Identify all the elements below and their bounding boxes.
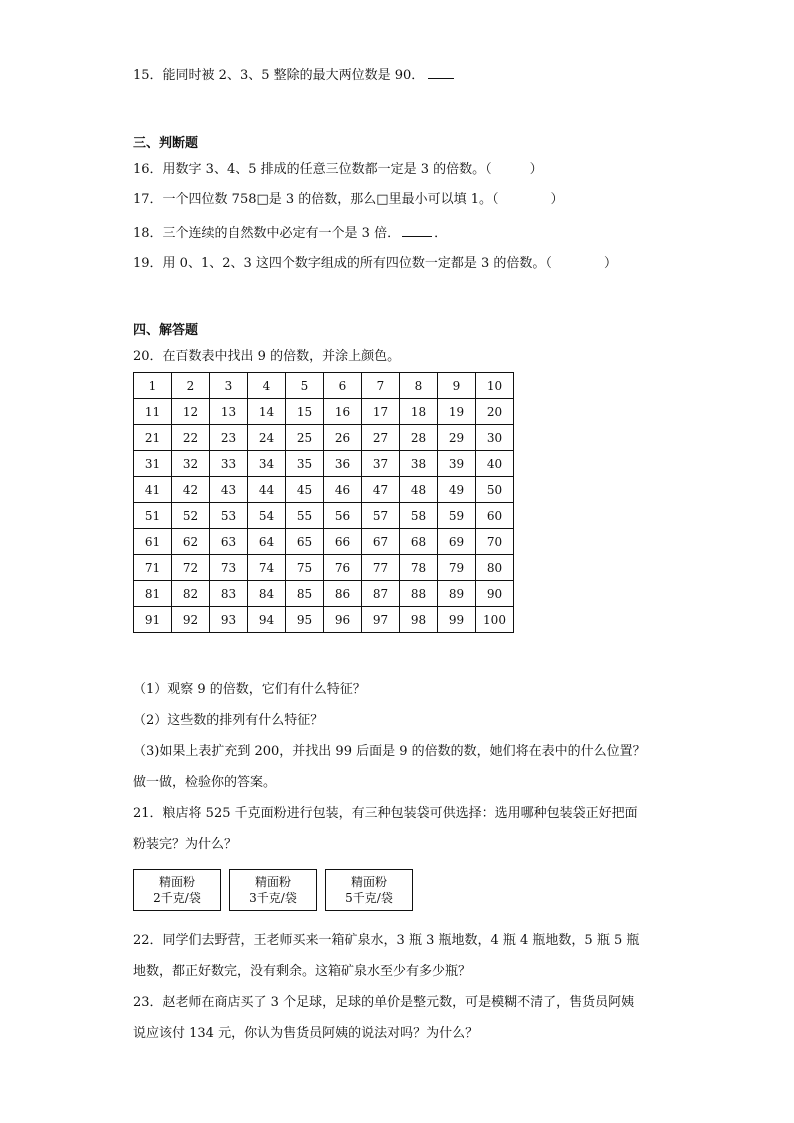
hundred-chart-cell[interactable]: 39 — [438, 451, 476, 477]
hundred-chart-cell[interactable]: 33 — [210, 451, 248, 477]
hundred-chart-cell[interactable]: 35 — [286, 451, 324, 477]
hundred-chart-cell[interactable]: 82 — [172, 581, 210, 607]
hundred-chart-row — [134, 425, 514, 451]
hundred-chart-cell[interactable]: 48 — [400, 477, 438, 503]
hundred-chart-cell[interactable]: 50 — [476, 477, 514, 503]
question-21: 21．粮店将 525 千克面粉进行包装，有三种包装袋可供选择：选用哪种包装袋正好把面 — [133, 806, 638, 821]
hundred-chart-cell[interactable]: 94 — [248, 607, 286, 633]
question-20-sub-3-cont: 做一做，检验你的答案。 — [133, 775, 277, 790]
hundred-chart-cell[interactable]: 6 — [324, 373, 362, 399]
hundred-chart-cell[interactable]: 7 — [362, 373, 400, 399]
hundred-chart-cell[interactable]: 55 — [286, 503, 324, 529]
hundred-chart-cell[interactable]: 91 — [134, 607, 172, 633]
hundred-chart-cell[interactable]: 3 — [210, 373, 248, 399]
hundred-chart-cell[interactable]: 47 — [362, 477, 400, 503]
hundred-chart-cell[interactable]: 88 — [400, 581, 438, 607]
hundred-chart-cell[interactable]: 11 — [134, 399, 172, 425]
hundred-chart-cell[interactable]: 73 — [210, 555, 248, 581]
hundred-chart-cell[interactable]: 78 — [400, 555, 438, 581]
hundred-chart-cell[interactable]: 77 — [362, 555, 400, 581]
hundred-chart-cell[interactable]: 100 — [476, 607, 514, 633]
question-20-sub-2: （2）这些数的排列有什么特征？ — [133, 713, 324, 728]
hundred-chart-cell[interactable]: 58 — [400, 503, 438, 529]
hundred-chart-cell[interactable]: 41 — [134, 477, 172, 503]
hundred-chart-cell[interactable]: 62 — [172, 529, 210, 555]
hundred-chart-cell[interactable]: 18 — [400, 399, 438, 425]
question-17: 17．一个四位数 758□是 3 的倍数，那么□里最小可以填 1。（ ） — [133, 192, 564, 207]
hundred-chart-cell[interactable]: 24 — [248, 425, 286, 451]
bag-option-2kg: 精面粉 2千克/袋 — [133, 869, 221, 911]
question-22-cont: 地数，都正好数完，没有剩余。这箱矿泉水至少有多少瓶？ — [133, 964, 472, 979]
question-19: 19．用 0、1、2、3 这四个数字组成的所有四位数一定都是 3 的倍数。（ ） — [133, 256, 617, 271]
hundred-chart-cell[interactable]: 30 — [476, 425, 514, 451]
hundred-chart-cell[interactable]: 16 — [324, 399, 362, 425]
question-20-sub-3: （3)如果上表扩充到 200，并找出 99 后面是 9 的倍数的数，她们将在表中的什么位置？ — [133, 744, 646, 759]
hundred-chart-cell[interactable]: 10 — [476, 373, 514, 399]
hundred-chart-cell[interactable]: 56 — [324, 503, 362, 529]
hundred-chart-cell[interactable]: 13 — [210, 399, 248, 425]
hundred-chart-cell[interactable]: 40 — [476, 451, 514, 477]
hundred-chart-row — [134, 555, 514, 581]
question-15: 15．能同时被 2、3、5 整除的最大两位数是 90． — [133, 66, 454, 84]
hundred-chart-row — [134, 607, 514, 633]
question-16: 16．用数字 3、4、5 排成的任意三位数都一定是 3 的倍数。（ ） — [133, 162, 543, 177]
hundred-chart-cell[interactable]: 90 — [476, 581, 514, 607]
hundred-chart-cell[interactable]: 15 — [286, 399, 324, 425]
hundred-chart-cell[interactable]: 97 — [362, 607, 400, 633]
hundred-chart-cell[interactable]: 86 — [324, 581, 362, 607]
hundred-chart-cell[interactable]: 84 — [248, 581, 286, 607]
hundred-chart-cell[interactable]: 75 — [286, 555, 324, 581]
hundred-chart-cell[interactable]: 34 — [248, 451, 286, 477]
hundred-chart-cell[interactable]: 37 — [362, 451, 400, 477]
section-title-judgment: 三、判断题 — [133, 136, 199, 151]
hundred-chart-cell[interactable]: 38 — [400, 451, 438, 477]
hundred-chart-cell[interactable]: 71 — [134, 555, 172, 581]
hundred-chart-cell[interactable]: 67 — [362, 529, 400, 555]
answer-blank[interactable] — [402, 224, 432, 237]
hundred-chart-cell[interactable]: 63 — [210, 529, 248, 555]
hundred-chart-cell[interactable]: 51 — [134, 503, 172, 529]
hundred-chart-cell[interactable]: 9 — [438, 373, 476, 399]
hundred-chart-cell[interactable]: 46 — [324, 477, 362, 503]
hundred-chart-cell[interactable]: 64 — [248, 529, 286, 555]
hundred-chart-table — [133, 372, 514, 633]
question-21-cont: 粉装完？为什么？ — [133, 837, 238, 852]
question-18: 18．三个连续的自然数中必定有一个是 3 倍． ． — [133, 226, 448, 241]
hundred-chart-cell[interactable]: 76 — [324, 555, 362, 581]
hundred-chart-cell[interactable]: 66 — [324, 529, 362, 555]
hundred-chart-cell[interactable]: 68 — [400, 529, 438, 555]
hundred-chart-cell[interactable]: 4 — [248, 373, 286, 399]
hundred-chart-row — [134, 503, 514, 529]
hundred-chart-cell[interactable]: 1 — [134, 373, 172, 399]
hundred-chart-cell[interactable]: 25 — [286, 425, 324, 451]
question-22: 22．同学们去野营，王老师买来一箱矿泉水，3 瓶 3 瓶地数，4 瓶 4 瓶地数，5 瓶 5 瓶 — [133, 933, 640, 948]
hundred-chart-cell[interactable]: 49 — [438, 477, 476, 503]
question-23-cont: 说应该付 134 元，你认为售货员阿姨的说法对吗？为什么？ — [133, 1026, 479, 1041]
hundred-chart-cell[interactable]: 36 — [324, 451, 362, 477]
hundred-chart-cell[interactable]: 65 — [286, 529, 324, 555]
bag-option-3kg: 精面粉 3千克/袋 — [229, 869, 317, 911]
hundred-chart-cell[interactable]: 61 — [134, 529, 172, 555]
hundred-chart-cell[interactable]: 28 — [400, 425, 438, 451]
hundred-chart-cell[interactable]: 8 — [400, 373, 438, 399]
hundred-chart-cell[interactable]: 19 — [438, 399, 476, 425]
hundred-chart-cell[interactable]: 57 — [362, 503, 400, 529]
hundred-chart-row — [134, 581, 514, 607]
bag-option-5kg: 精面粉 5千克/袋 — [325, 869, 413, 911]
hundred-chart-cell[interactable]: 69 — [438, 529, 476, 555]
hundred-chart-row — [134, 399, 514, 425]
hundred-chart-cell[interactable]: 89 — [438, 581, 476, 607]
hundred-chart-cell[interactable]: 93 — [210, 607, 248, 633]
hundred-chart-cell[interactable]: 23 — [210, 425, 248, 451]
hundred-chart-row — [134, 373, 514, 399]
hundred-chart-cell[interactable]: 85 — [286, 581, 324, 607]
question-20: 20．在百数表中找出 9 的倍数，并涂上颜色。 — [133, 349, 401, 364]
hundred-chart-cell[interactable]: 42 — [172, 477, 210, 503]
hundred-chart-cell[interactable]: 98 — [400, 607, 438, 633]
hundred-chart-cell[interactable]: 72 — [172, 555, 210, 581]
hundred-chart-cell[interactable]: 54 — [248, 503, 286, 529]
hundred-chart-cell[interactable]: 53 — [210, 503, 248, 529]
section-title-solve: 四、解答题 — [133, 323, 199, 338]
hundred-chart-cell[interactable]: 44 — [248, 477, 286, 503]
hundred-chart-cell[interactable]: 45 — [286, 477, 324, 503]
hundred-chart-cell[interactable]: 43 — [210, 477, 248, 503]
question-20-sub-1: （1）观察 9 的倍数，它们有什么特征？ — [133, 682, 366, 697]
hundred-chart-cell[interactable]: 95 — [286, 607, 324, 633]
hundred-chart-cell[interactable]: 21 — [134, 425, 172, 451]
hundred-chart-cell[interactable]: 60 — [476, 503, 514, 529]
hundred-chart-cell[interactable]: 81 — [134, 581, 172, 607]
hundred-chart-cell[interactable]: 31 — [134, 451, 172, 477]
hundred-chart-cell[interactable]: 14 — [248, 399, 286, 425]
hundred-chart-cell[interactable]: 27 — [362, 425, 400, 451]
hundred-chart-cell[interactable]: 26 — [324, 425, 362, 451]
hundred-chart-cell[interactable]: 87 — [362, 581, 400, 607]
hundred-chart-cell[interactable]: 20 — [476, 399, 514, 425]
hundred-chart-cell[interactable]: 70 — [476, 529, 514, 555]
hundred-chart-cell[interactable]: 59 — [438, 503, 476, 529]
hundred-chart-cell[interactable]: 80 — [476, 555, 514, 581]
hundred-chart-row — [134, 477, 514, 503]
hundred-chart-row — [134, 451, 514, 477]
hundred-chart-cell[interactable]: 17 — [362, 399, 400, 425]
hundred-chart-cell[interactable]: 74 — [248, 555, 286, 581]
hundred-chart-cell[interactable]: 96 — [324, 607, 362, 633]
hundred-chart-cell[interactable]: 52 — [172, 503, 210, 529]
hundred-chart-cell[interactable]: 12 — [172, 399, 210, 425]
question-23: 23．赵老师在商店买了 3 个足球，足球的单价是整元数，可是模糊不清了，售货员阿姨 — [133, 995, 635, 1010]
hundred-chart-row — [134, 529, 514, 555]
hundred-chart-cell[interactable]: 5 — [286, 373, 324, 399]
hundred-chart-cell[interactable]: 22 — [172, 425, 210, 451]
hundred-chart-cell[interactable]: 29 — [438, 425, 476, 451]
hundred-chart-cell[interactable]: 32 — [172, 451, 210, 477]
answer-blank[interactable] — [428, 66, 454, 79]
hundred-chart-cell[interactable]: 2 — [172, 373, 210, 399]
hundred-chart-cell[interactable]: 92 — [172, 607, 210, 633]
hundred-chart-cell[interactable]: 83 — [210, 581, 248, 607]
hundred-chart-cell[interactable]: 79 — [438, 555, 476, 581]
hundred-chart-cell[interactable]: 99 — [438, 607, 476, 633]
